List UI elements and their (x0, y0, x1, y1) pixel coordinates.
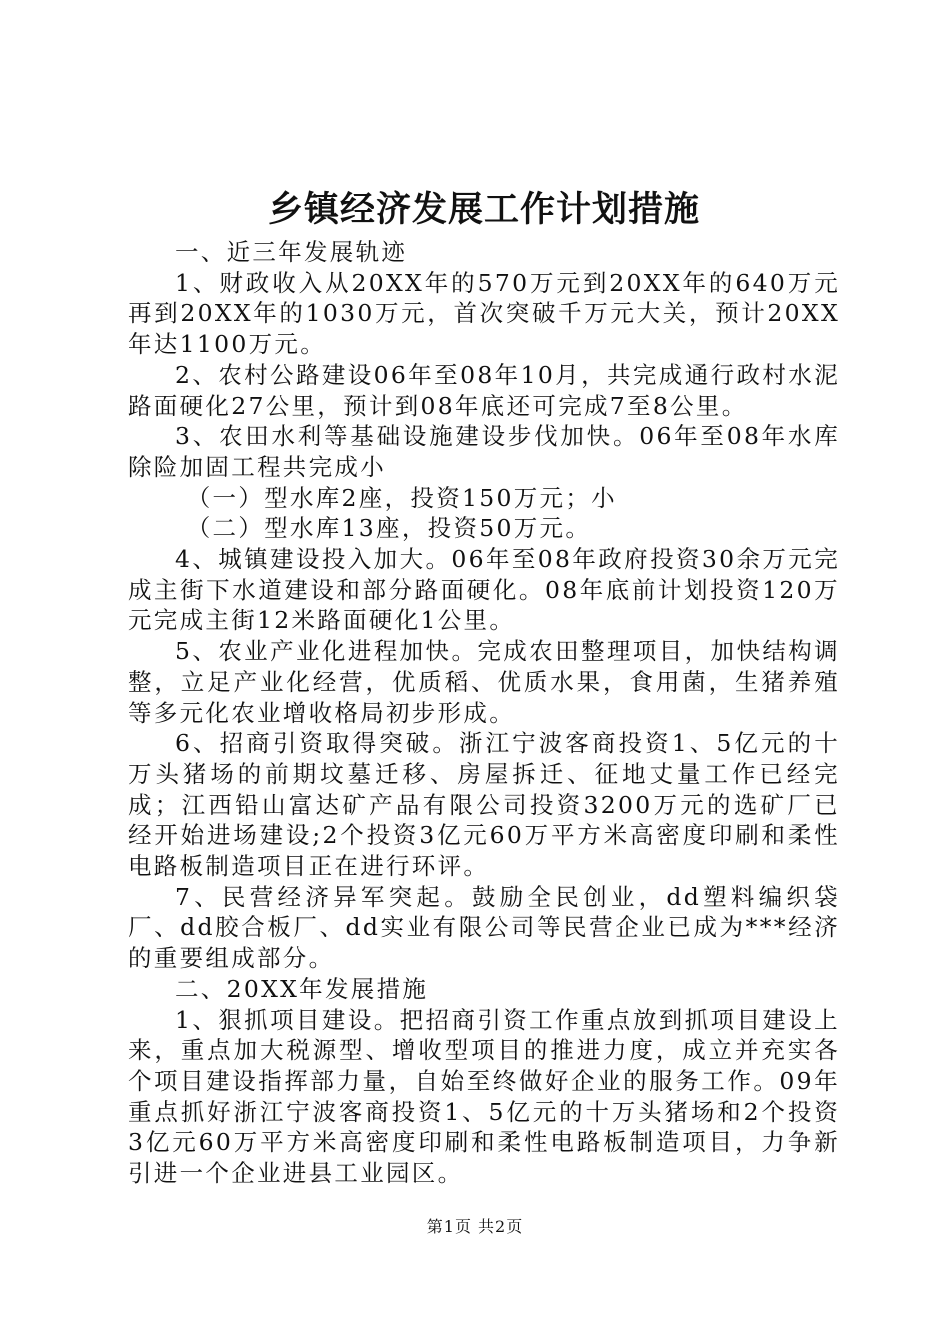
paragraph: 2、农村公路建设06年至08年10月，共完成通行政村水泥路面硬化27公里，预计到08年底还可完成7至8公里。 (128, 360, 840, 420)
document-body (128, 237, 840, 1189)
section-heading-2: 二、20XX年发展措施 (175, 974, 429, 1003)
document-title: 乡镇经济发展工作计划措施 (267, 189, 700, 230)
section-heading-1: 一、近三年发展轨迹 (175, 238, 408, 266)
paragraph: 4、城镇建设投入加大。06年至08年政府投资30余万元完成主街下水道建设和部分路面硬化。08年底前计划投资120万元完成主街12米路面硬化1公里。 (128, 545, 840, 635)
paragraph: 7、民营经济异军突起。鼓励全民创业，dd塑料编织袋厂、dd胶合板厂、dd实业有限公司等民营企业已成为***经济的重要组成部分。 (128, 882, 840, 973)
paragraph: 1、狠抓项目建设。把招商引资工作重点放到抓项目建设上来，重点加大税源型、增收型项目的推进力度，成立并充实各个项目建设指挥部力量，自始至终做好企业的服务工作。09年重点抓好浙江宁波客商投资1、5亿元的十万头猪场和2个投资3亿元60万平方米高密度印刷和柔性电路板制造项目，力争新引进一个企业进县工业园区。 (128, 1005, 840, 1188)
paragraph: 6、招商引资取得突破。浙江宁波客商投资1、5亿元的十万头猪场的前期坟墓迁移、房屋拆迁、征地丈量工作已经完成；江西铅山富达矿产品有限公司投资3200万元的选矿厂已经开始进场建设;2个投资3亿元60万平方米高密度印刷和柔性电路板制造项目正在进行环评。 (128, 729, 840, 881)
paragraph: 1、财政收入从20XX年的570万元到20XX年的640万元再到20XX年的1030万元，首次突破千万元大关，预计20XX年达1100万元。 (128, 268, 840, 359)
paragraph: 3、农田水利等基础设施建设步伐加快。06年至08年水库除险加固工程共完成小 (128, 422, 840, 481)
paragraph: 5、农业产业化进程加快。完成农田整理项目，加快结构调整，立足产业化经营，优质稻、优质水果，食用菌，生猪养殖等多元化农业增收格局初步形成。 (128, 637, 840, 727)
document-page (128, 0, 840, 1344)
paragraph: （二）型水库13座，投资50万元。 (186, 514, 592, 543)
paragraph: （一）型水库2座，投资150万元；小 (186, 483, 617, 512)
page-footer: 第1页 共2页 (426, 1217, 524, 1236)
